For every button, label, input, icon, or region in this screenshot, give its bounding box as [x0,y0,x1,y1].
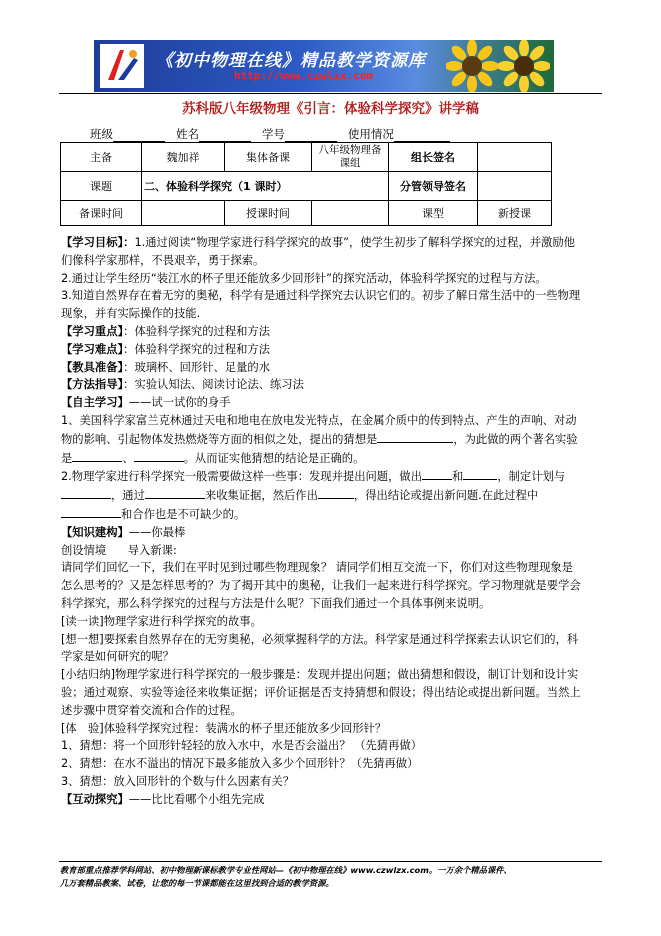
table-row [61,172,552,201]
footer-line: 几万套精品教案、试卷，让您的每一节课都能在这里找到合适的教学资源。 [60,878,334,888]
answer-blank[interactable] [145,486,205,499]
usage-blank[interactable] [394,129,450,142]
name-label: 姓名 [175,127,199,141]
banner-url: http://www.czwlzx.com [234,69,374,82]
banner-title: 《初中物理在线》精品教学资源库 [156,51,426,71]
sunflower-icon [446,40,498,92]
paragraph: 3、猜想：放入回形针的个数与什么因素有关？ [61,774,295,788]
paragraph: [小结归纳]物理学家进行科学探究的一般步骤是：发现并提出问题；做出猜想和假设，制订计划和设计实验；通过观察、实验等途径来收集证据；评价证据是否支持猜想和假设；得出结论或提出新问题。当然上述步骤中贯穿着交流和合作的过程。 [61,668,581,717]
section-heading: 【学习重点】 [61,324,124,338]
table-cell[interactable] [478,143,552,172]
footer-rule [59,861,602,862]
table-row [61,143,552,172]
table-cell[interactable] [312,201,389,226]
answer-blank[interactable] [72,449,122,462]
name-blank[interactable] [199,129,251,142]
answer-blank[interactable] [134,449,184,462]
paragraph: 【学习目标】：1.通过阅读“物理学家进行科学探究的故事”，使学生初步了解科学探究的过程，并激励他们像科学家那样，不畏艰辛，勇于探索。 [61,236,575,267]
paragraph: 1、猜想：将一个回形针轻轻的放入水中，水是否会溢出？ （先猜再做） [61,739,422,753]
paragraph: [读一读]物理学家进行科学探究的故事。 [61,614,262,628]
paragraph: 创设情境 导入新课: [61,543,177,557]
answer-blank[interactable] [377,430,453,443]
footer-line: 教育部重点推荐学科网站、初中物理新课标教学专业性网站—《初中物理在线》www.czwlzx.com。一万余个精品课件、 [60,865,512,875]
paragraph: 3.知道自然界存在着无穷的奥秘，科学有是通过科学探究去认识它们的。初步了解日常生活中的一些物理现象，并有实际操作的技能. [61,289,581,321]
paragraph: [体 验]体验科学探究过程：装满水的杯子里还能放多少回形针？ [61,721,387,735]
page-footer [60,864,602,890]
table-row [61,201,552,226]
table-cell: 备课时间 [61,201,142,226]
header-rule [59,93,602,94]
section-heading: 【学习难点】 [61,342,124,356]
paragraph: 2、猜想：在水不溢出的情况下最多能放入多少个回形针？（先猜再做） [61,757,419,771]
info-line [90,126,450,142]
answer-blank[interactable] [61,486,111,499]
section-heading: 【自主学习】 [61,396,129,410]
table-cell: 二、体验科学探究（1 课时） [142,172,389,201]
paragraph: 2.通过让学生经历“装江水的杯子里还能放多少回形针”的探究活动，体验科学探究的过程与方法。 [61,271,547,285]
paragraph: 【方法指导】：实验认知法、阅读讨论法、练习法 [61,378,304,392]
table-cell: 课题 [61,172,142,201]
section-heading: 【教具准备】 [61,360,124,374]
paragraph: 【学习重点】：体验科学探究的过程和方法 [61,324,271,338]
table-cell: 课型 [389,201,478,226]
class-blank[interactable] [113,129,165,142]
site-logo-icon [100,44,144,88]
usage-label: 使用情况 [347,127,394,141]
table-cell: 授课时间 [225,201,312,226]
content-body [61,234,581,809]
section-heading: 【方法指导】 [61,378,124,392]
question-2: 2.物理学家进行科学探究一般需要做这样一些事：发现并提出问题，做出 和 ，制定计划与，通过 来收集证据，然后作出 ，得出结论或提出新问题.在此过程中和合作也是不可缺少的。 [61,467,581,523]
paragraph: 【互动探究】——比比看哪个小组先完成 [61,792,265,806]
paragraph: 【学习难点】：体验科学探究的过程和方法 [61,342,271,356]
answer-blank[interactable] [422,467,452,480]
table-cell[interactable] [142,201,225,226]
table-cell: 魏加祥 [142,143,225,172]
table-cell: 八年级物理备课组 [312,143,389,172]
paragraph: 【自主学习】——试一试你的身手 [61,396,231,410]
header-banner [94,40,554,92]
table-cell: 集体备课 [225,143,312,172]
lesson-meta-table [60,142,552,226]
question-1: 1、美国科学家富兰克林通过天电和地电在放电发光特点，在金属介质中的传到特点、产生的声响、对动物的影响、引起物体发热燃烧等方面的相似之处，提出的猜想是 ，为此做的两个著名实验是 、 。从而证实他猜想的结论是正确的。 [61,413,578,465]
table-cell[interactable] [478,172,552,201]
answer-blank[interactable] [463,467,497,480]
table-cell: 新授课 [478,201,552,226]
paragraph: 请同学们回忆一下，我们在平时见到过哪些物理现象？ 请同学们相互交流一下，你们对这些物理现象是怎么思考的？又是怎样思考的？为了揭开其中的奥秘，让我们一起来进行科学探究。学习物理就是要学会科学探究，那么科学探究的过程与方法是什么呢？下面我们通过一个具体事例来说明。 [61,561,581,610]
section-heading: 【知识建构】 [61,525,129,539]
sunflower-icon [498,40,550,92]
answer-blank[interactable] [318,486,354,499]
table-cell: 组长签名 [389,143,478,172]
paragraph: 【知识建构】——你最棒 [61,525,186,539]
page-title: 苏科版八年级物理《引言：体验科学探究》讲学稿 [182,101,479,117]
table-cell: 主备 [61,143,142,172]
section-heading: 【学习目标】： [61,236,135,249]
answer-blank[interactable] [61,505,121,518]
id-blank[interactable] [285,129,337,142]
class-label: 班级 [90,127,113,141]
table-cell: 分管领导签名 [389,172,478,201]
id-label: 学号 [261,127,285,141]
paragraph: 【教具准备】：玻璃杯、回形针、足量的水 [61,360,271,374]
paragraph: [想一想]要探索自然界存在的无穷奥秘，必须掌握科学的方法。科学家是通过科学探索去认识它们的，科学家是如何研究的呢？ [61,632,579,664]
section-heading: 【互动探究】 [61,792,129,806]
